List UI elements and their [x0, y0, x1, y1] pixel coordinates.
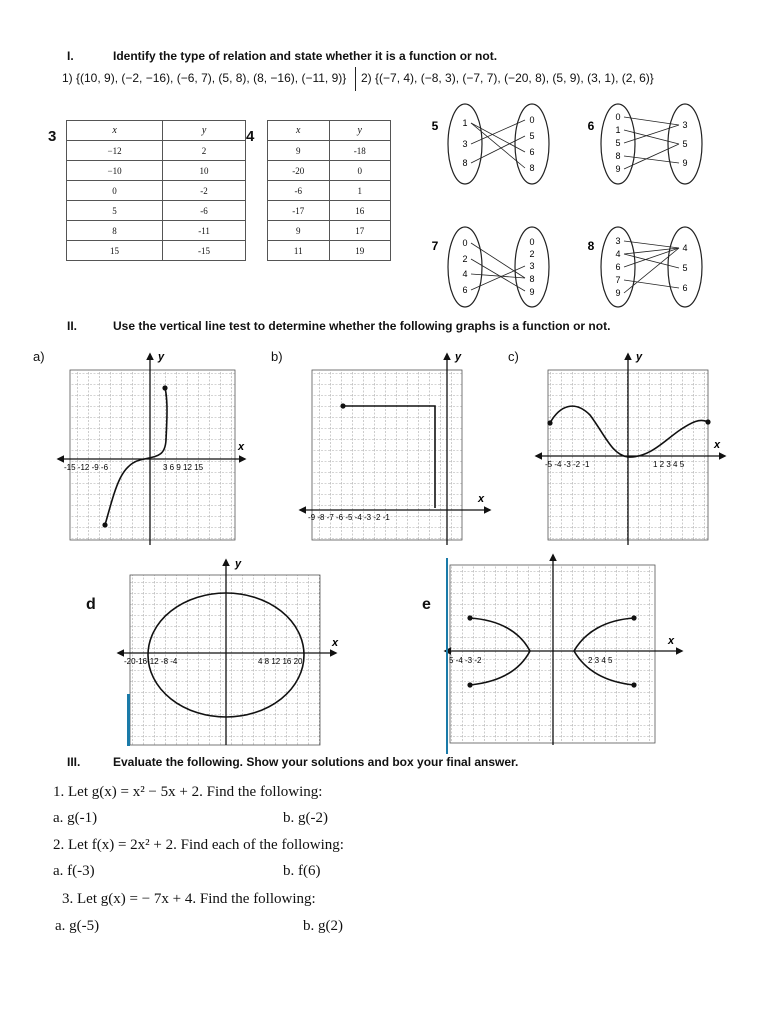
- cell: 5: [67, 201, 163, 221]
- table-3: [66, 120, 246, 261]
- section-number: III.: [67, 755, 81, 769]
- table-row: [67, 241, 246, 261]
- table-row: [67, 161, 246, 181]
- domain-value: 6: [615, 262, 621, 272]
- domain-value: 0: [615, 112, 621, 122]
- problem-2a: a. f(-3): [53, 863, 95, 879]
- section-number: II.: [67, 319, 78, 333]
- cell: −10: [67, 161, 163, 181]
- y-axis-label: y: [636, 351, 643, 363]
- graph-a-label: a): [33, 349, 45, 364]
- domain-value: 9: [615, 288, 621, 298]
- x-tick-labels: -9 -8 -7 -6 -5 -4 -3 -2 -1: [308, 513, 390, 522]
- domain-value: 1: [462, 118, 468, 128]
- x-tick-labels: -20-16-12 -8 -4: [124, 657, 178, 666]
- table-row: [67, 181, 246, 201]
- cell: -17: [268, 201, 330, 221]
- mapping-arrows: [624, 117, 679, 169]
- x-tick-labels: -15 -12 -9 -6: [64, 463, 109, 472]
- cell: −12: [67, 141, 163, 161]
- domain-value: 5: [615, 138, 621, 148]
- table-3-label: 3: [48, 128, 57, 145]
- cell: 0: [329, 161, 391, 181]
- x-axis-label: x: [714, 439, 721, 451]
- cell: 10: [163, 161, 246, 181]
- domain-value: 8: [615, 151, 621, 161]
- cell: 19: [329, 241, 391, 261]
- header-y: y: [163, 121, 246, 141]
- table-row: [268, 161, 391, 181]
- problem-2: 2. Let f(x) = 2x² + 2. Find each of the following:: [53, 837, 344, 853]
- domain-value: 1: [615, 125, 621, 135]
- range-value: 6: [529, 147, 535, 157]
- x-tick-labels: 4 8 12 16 20: [258, 657, 303, 666]
- graph-d-label: d: [86, 596, 96, 613]
- section-number: I.: [67, 49, 74, 63]
- relation-1: 1) {(10, 9), (−2, −16), (−6, 7), (5, 8), (8, −16), (−11, 9)}: [62, 71, 347, 85]
- domain-value: 7: [615, 275, 621, 285]
- x-tick-labels: 2 3 4 5: [588, 656, 613, 665]
- range-value: 8: [529, 274, 535, 284]
- table-row: [268, 181, 391, 201]
- table-row: [268, 201, 391, 221]
- problem-1a: a. g(-1): [53, 810, 98, 826]
- range-value: 8: [529, 163, 535, 173]
- relation-2: 2) {(−7, 4), (−8, 3), (−7, 7), (−20, 8), (5, 9), (3, 1), (2, 6)}: [361, 71, 654, 85]
- range-value: 0: [529, 237, 535, 247]
- range-value: 9: [682, 158, 688, 168]
- cell: -18: [329, 141, 391, 161]
- problem-3a: a. g(-5): [55, 918, 100, 934]
- x-axis-label: x: [668, 635, 675, 647]
- y-axis-label: y: [235, 558, 242, 570]
- graph-e: [445, 555, 682, 754]
- cell: -15: [163, 241, 246, 261]
- domain-value: 4: [615, 249, 621, 259]
- graph-d: [118, 558, 339, 746]
- section-title: Identify the type of relation and state whether it is a function or not.: [113, 49, 498, 63]
- x-tick-labels: -5 -4 -3 -2 -1: [545, 460, 590, 469]
- mapping-7-label: 7: [431, 239, 439, 253]
- graph-e-label: e: [422, 596, 431, 613]
- cell: -11: [163, 221, 246, 241]
- table-4-label: 4: [246, 128, 255, 145]
- cell: 11: [268, 241, 330, 261]
- x-tick-labels: 3 6 9 12 15: [163, 463, 204, 472]
- cell: 2: [163, 141, 246, 161]
- divider: [355, 67, 356, 91]
- graphs-area: [0, 340, 768, 755]
- x-axis-label: x: [332, 637, 339, 649]
- section-2-heading: [67, 319, 610, 333]
- range-value: 6: [682, 283, 688, 293]
- x-tick-labels: 1 2 3 4 5: [653, 460, 685, 469]
- domain-value: 6: [462, 285, 468, 295]
- domain-value: 2: [462, 254, 468, 264]
- graph-c-label: c): [508, 349, 519, 364]
- mapping-6-label: 6: [587, 119, 595, 133]
- table-row: [268, 221, 391, 241]
- range-value: 3: [529, 261, 535, 271]
- problem-2b: b. f(6): [283, 863, 321, 879]
- cell: 17: [329, 221, 391, 241]
- table-row: [67, 221, 246, 241]
- graph-b: [300, 351, 490, 545]
- cell: 0: [67, 181, 163, 201]
- section-1-heading: [67, 49, 497, 63]
- y-axis-label: y: [455, 351, 462, 363]
- section-title: Use the vertical line test to determine whether the following graphs is a function or not.: [113, 319, 611, 333]
- cell: -2: [163, 181, 246, 201]
- range-value: 5: [529, 131, 535, 141]
- table-row: [268, 141, 391, 161]
- domain-value: 4: [462, 269, 468, 279]
- range-value: 5: [682, 263, 688, 273]
- table-row: [67, 201, 246, 221]
- range-value: 3: [682, 120, 688, 130]
- cell: 1: [329, 181, 391, 201]
- graph-c: [536, 351, 725, 545]
- range-value: 5: [682, 139, 688, 149]
- domain-value: 3: [462, 139, 468, 149]
- mapping-8-label: 8: [587, 239, 595, 253]
- mapping-arrows: [624, 241, 679, 293]
- cell: -6: [163, 201, 246, 221]
- section-title: Evaluate the following. Show your solutions and box your final answer.: [113, 755, 519, 769]
- table-row: [268, 241, 391, 261]
- table-row: [67, 141, 246, 161]
- header-x: x: [67, 121, 163, 141]
- range-value: 2: [529, 249, 535, 259]
- cell: -6: [268, 181, 330, 201]
- mapping-5-label: 5: [431, 119, 439, 133]
- domain-value: 9: [615, 164, 621, 174]
- cell: 8: [67, 221, 163, 241]
- domain-value: 0: [462, 238, 468, 248]
- graph-b-label: b): [271, 349, 283, 364]
- problem-3: 3. Let g(x) = − 7x + 4. Find the following:: [62, 891, 316, 907]
- header-y: y: [329, 121, 391, 141]
- graph-a: [58, 351, 245, 545]
- cell: 9: [268, 141, 330, 161]
- domain-value: 8: [462, 158, 468, 168]
- cell: 16: [329, 201, 391, 221]
- domain-value: 3: [615, 236, 621, 246]
- mapping-diagrams: [425, 100, 725, 315]
- range-value: 4: [682, 243, 688, 253]
- section-3-heading: [67, 755, 518, 769]
- cell: 15: [67, 241, 163, 261]
- y-axis-label: y: [158, 351, 165, 363]
- cell: -20: [268, 161, 330, 181]
- table-4: [267, 120, 391, 261]
- x-axis-label: x: [478, 493, 485, 505]
- header-x: x: [268, 121, 330, 141]
- problem-3b: b. g(2): [303, 918, 343, 934]
- x-tick-labels: 5 -4 -3 -2: [449, 656, 482, 665]
- range-value: 9: [529, 287, 535, 297]
- x-axis-label: x: [238, 441, 245, 453]
- range-value: 0: [529, 115, 535, 125]
- cell: 9: [268, 221, 330, 241]
- problem-1b: b. g(-2): [283, 810, 328, 826]
- problem-1: 1. Let g(x) = x² − 5x + 2. Find the following:: [53, 784, 323, 800]
